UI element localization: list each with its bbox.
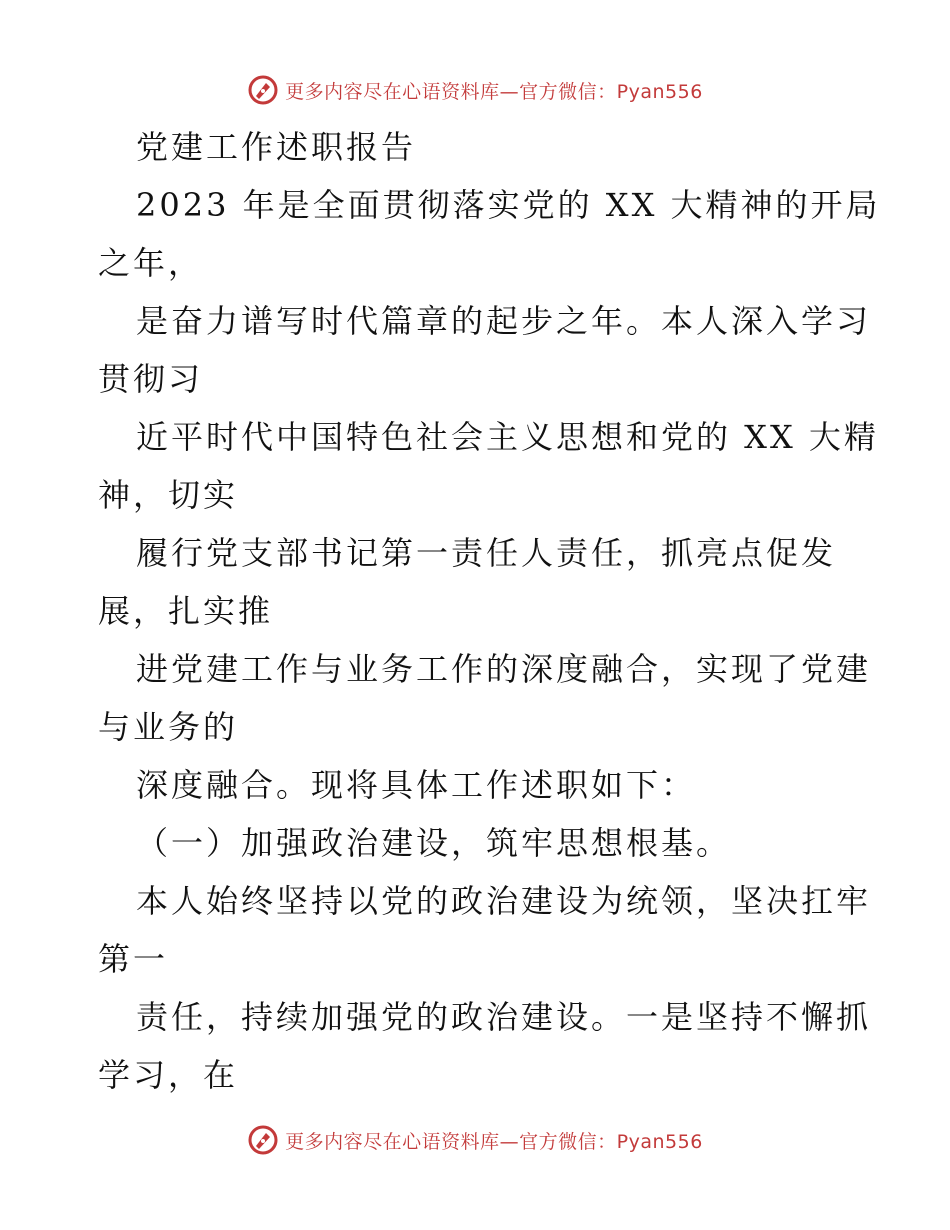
header-watermark-banner bbox=[0, 70, 950, 110]
paragraph-line: 2023 年是全面贯彻落实党的 XX 大精神的开局 bbox=[136, 186, 881, 224]
paragraph-line: 与业务的 bbox=[98, 708, 239, 746]
header-watermark-text: 更多内容尽在心语资料库—官方微信：Pyan556 bbox=[285, 80, 703, 103]
paragraph-line: 深度融合。现将具体工作述职如下： bbox=[136, 766, 697, 804]
paragraph-line: 贯彻习 bbox=[98, 360, 204, 398]
paragraph-line: 履行党支部书记第一责任人责任，抓亮点促发 bbox=[136, 534, 837, 572]
paragraph-line: 责任，持续加强党的政治建设。一是坚持不懈抓 bbox=[136, 998, 872, 1036]
paragraph-line: 本人始终坚持以党的政治建设为统领，坚决扛牢 bbox=[136, 882, 872, 920]
footer-watermark-banner bbox=[0, 1120, 950, 1160]
document-body bbox=[98, 118, 881, 1104]
pen-nib-logo-icon bbox=[247, 1124, 279, 1156]
paragraph-line: 展，扎实推 bbox=[98, 592, 274, 630]
document-title: 党建工作述职报告 bbox=[136, 128, 417, 166]
paragraph-line: 进党建工作与业务工作的深度融合，实现了党建 bbox=[136, 650, 872, 688]
paragraph-line: 第一 bbox=[98, 940, 169, 978]
paragraph-line: 神，切实 bbox=[98, 476, 239, 514]
paragraph-line: 学习，在 bbox=[98, 1056, 239, 1094]
pen-nib-logo-icon bbox=[247, 74, 279, 106]
paragraph-line: 之年， bbox=[98, 244, 204, 282]
paragraph-line: 近平时代中国特色社会主义思想和党的 XX 大精 bbox=[136, 418, 879, 456]
paragraph-line: 是奋力谱写时代篇章的起步之年。本人深入学习 bbox=[136, 302, 872, 340]
section-heading: （一）加强政治建设，筑牢思想根基。 bbox=[136, 824, 732, 862]
footer-watermark-text: 更多内容尽在心语资料库—官方微信：Pyan556 bbox=[285, 1130, 703, 1153]
